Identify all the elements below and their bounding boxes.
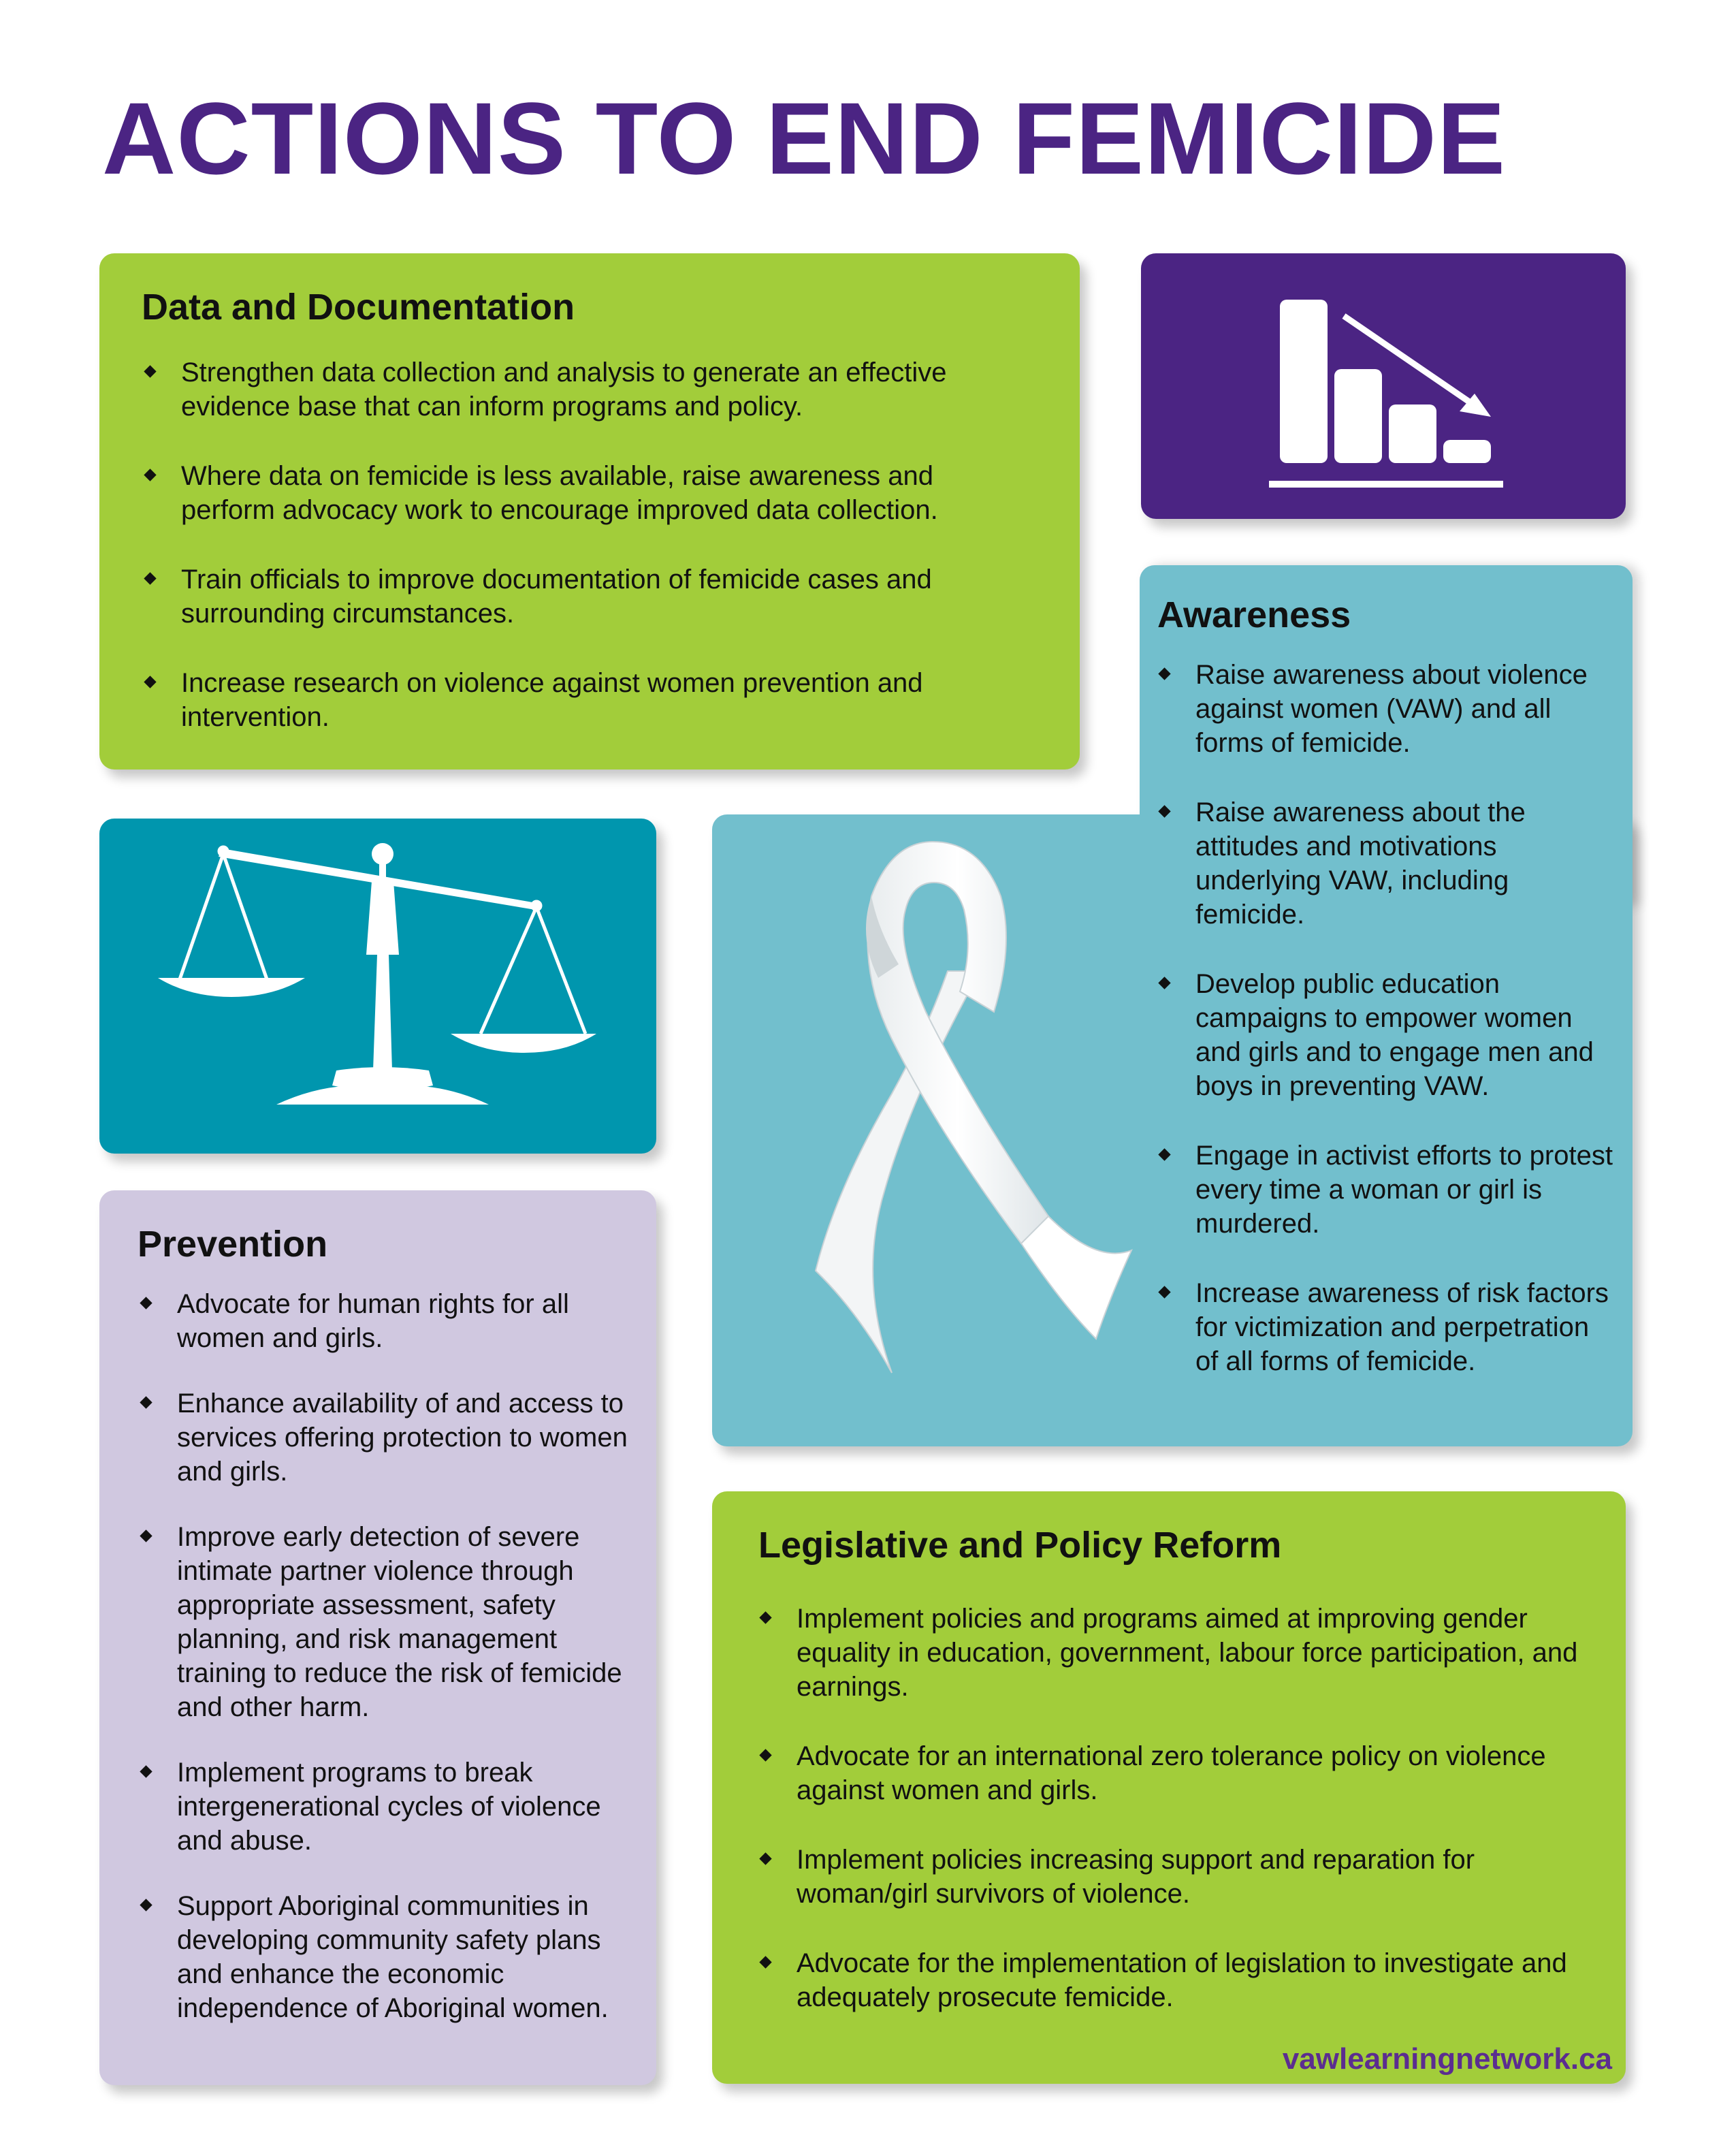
awareness-title: Awareness xyxy=(1157,594,1351,635)
list-item: Implement programs to break intergenerational cycles of violence and abuse. xyxy=(138,1756,641,1858)
legislative-title: Legislative and Policy Reform xyxy=(758,1525,1282,1566)
page-title: ACTIONS TO END FEMICIDE xyxy=(102,81,1506,195)
list-item: Implement policies increasing support and reparation for woman/girl survivors of violence. xyxy=(757,1843,1601,1911)
prevention-list xyxy=(138,1287,641,2025)
list-item: Enhance availability of and access to services offering protection to women and girls. xyxy=(138,1386,641,1489)
list-item: Increase awareness of risk factors for victimization and perpetration of all forms of femicide. xyxy=(1156,1276,1619,1378)
list-item: Support Aboriginal communities in developing community safety plans and enhance the economic independence of Aboriginal women. xyxy=(138,1889,641,2025)
declining-bar-chart-icon xyxy=(1141,253,1626,519)
prevention-title: Prevention xyxy=(138,1224,328,1265)
scales-icon-panel xyxy=(99,819,656,1154)
list-item: Increase research on violence against women prevention and intervention. xyxy=(142,666,993,734)
list-item: Strengthen data collection and analysis to generate an effective evidence base that can inform programs and policy. xyxy=(142,355,993,424)
data-documentation-panel xyxy=(99,253,1080,770)
list-item: Improve early detection of severe intimate partner violence through appropriate assessment, safety planning, and risk management training to reduce the risk of femicide and other harm. xyxy=(138,1520,641,1724)
data-documentation-title: Data and Documentation xyxy=(142,287,575,328)
list-item: Where data on femicide is less available, raise awareness and perform advocacy work to encourage improved data collection. xyxy=(142,459,993,527)
website-link[interactable]: vawlearningnetwork.ca xyxy=(1282,2042,1612,2076)
list-item: Advocate for the implementation of legislation to investigate and adequately prosecute femicide. xyxy=(757,1946,1601,2014)
list-item: Raise awareness about violence against women (VAW) and all forms of femicide. xyxy=(1156,658,1619,760)
list-item: Train officials to improve documentation of femicide cases and surrounding circumstances. xyxy=(142,562,993,631)
data-documentation-list xyxy=(142,355,993,734)
list-item: Raise awareness about the attitudes and motivations underlying VAW, including femicide. xyxy=(1156,795,1619,932)
list-item: Advocate for an international zero tolerance policy on violence against women and girls. xyxy=(757,1739,1601,1807)
legislative-panel xyxy=(712,1491,1626,2084)
prevention-panel xyxy=(99,1190,656,2085)
legislative-list xyxy=(757,1602,1601,2014)
list-item: Develop public education campaigns to empower women and girls and to engage men and boys in preventing VAW. xyxy=(1156,967,1619,1103)
scales-of-justice-icon xyxy=(99,819,656,1154)
awareness-list xyxy=(1156,658,1619,1378)
chart-icon-panel xyxy=(1141,253,1626,519)
list-item: Engage in activist efforts to protest every time a woman or girl is murdered. xyxy=(1156,1139,1619,1241)
list-item: Advocate for human rights for all women and girls. xyxy=(138,1287,641,1355)
list-item: Implement policies and programs aimed at improving gender equality in education, government, labour force participation, and earnings. xyxy=(757,1602,1601,1704)
awareness-ribbon-icon xyxy=(756,835,1137,1380)
